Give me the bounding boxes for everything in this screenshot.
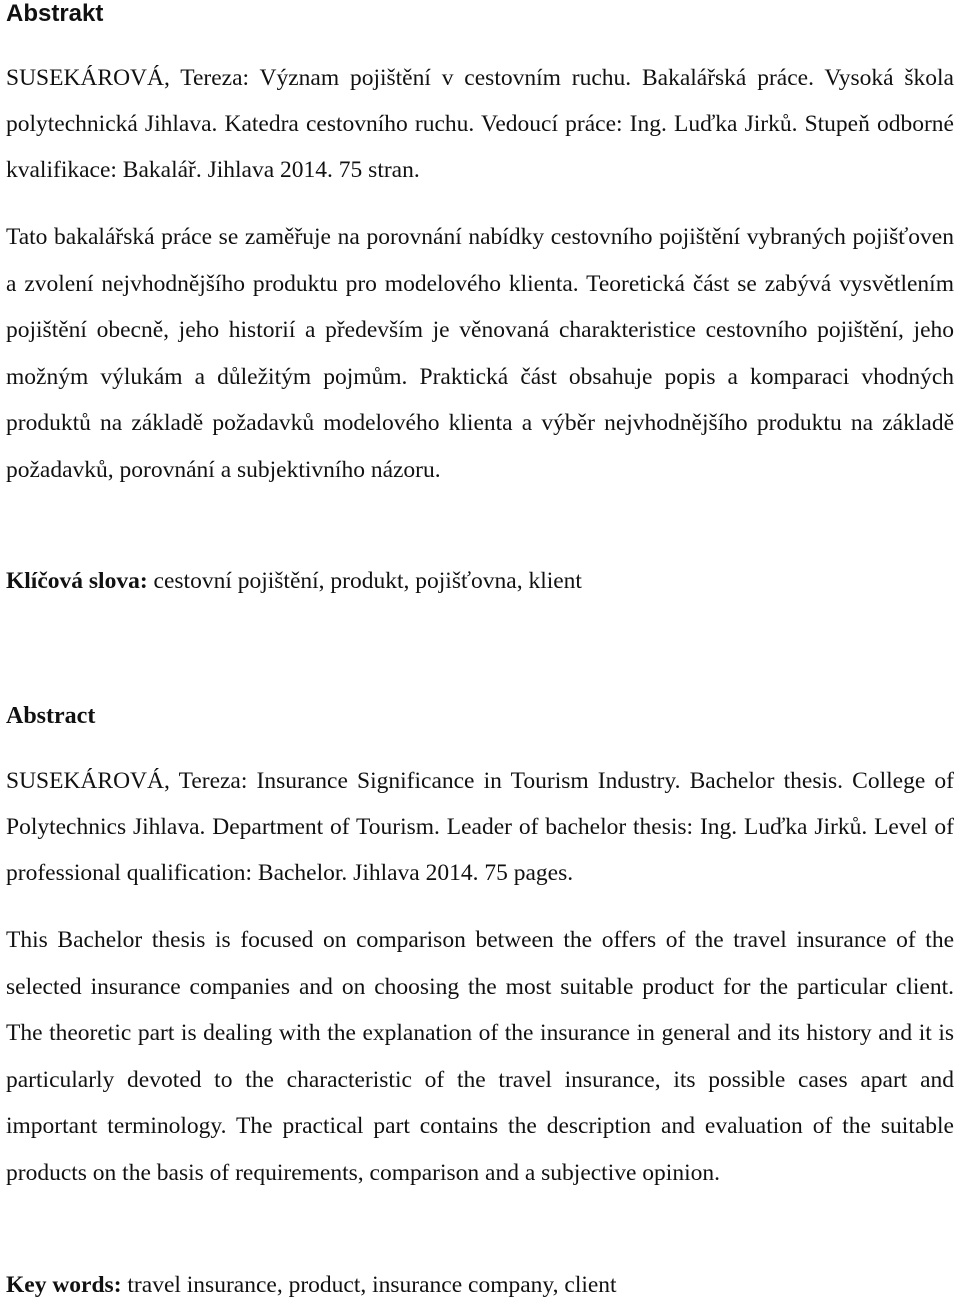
czech-bibliographic-info: SUSEKÁROVÁ, Tereza: Význam pojištění v cestovním ruchu. Bakalářská práce. Vysoká škola polytechnická Jihlava. Katedra cestovního ruchu. Vedoucí práce: Ing. Luďka Jirků. Stupeň odborné kvalifikace: Bakalář. Jihlava 2014. 75 stran.: [6, 65, 954, 183]
english-abstract-text: This Bachelor thesis is focused on comparison between the offers of the travel insurance of the selected insurance companies and on choosing the most suitable product for the particular client. The theoretic part is dealing with the explanation of the insurance in general and its history and it is particularly devoted to the characteristic of the travel insurance, its possible cases apart and important terminology. The practical part contains the description and evaluation of the suitable products on the basis of requirements, comparison and a subjective opinion.: [6, 927, 954, 1186]
english-keywords-label: Key words:: [6, 1272, 122, 1298]
czech-keywords-label: Klíčová slova:: [6, 568, 148, 594]
english-abstract-heading: Abstract: [6, 703, 96, 729]
czech-keywords-list: cestovní pojištění, produkt, pojišťovna, klient: [153, 568, 582, 594]
english-keywords-list: travel insurance, product, insurance company, client: [127, 1272, 617, 1298]
english-keywords: [6, 1270, 617, 1300]
czech-abstract-text: Tato bakalářská práce se zaměřuje na porovnání nabídky cestovního pojištění vybraných pojišťoven a zvolení nejvhodnějšího produktu pro modelového klienta. Teoretická část se zabývá vysvětlením pojištění obecně, jeho historií a především je věnovaná charakteristice cestovního pojištění, jeho možným výlukám a důležitým pojmům. Praktická část obsahuje popis a komparaci vhodných produktů na základě požadavků modelového klienta a výběr nejvhodnějšího produktu na základě požadavků, porovnání a subjektivního názoru.: [6, 224, 954, 483]
english-bibliographic-info: SUSEKÁROVÁ, Tereza: Insurance Significance in Tourism Industry. Bachelor thesis. College of Polytechnics Jihlava. Department of Tourism. Leader of bachelor thesis: Ing. Luďka Jirků. Level of professional qualification: Bachelor. Jihlava 2014. 75 pages.: [6, 768, 954, 886]
czech-abstract-heading: Abstrakt: [6, 0, 104, 27]
czech-keywords: [6, 566, 582, 596]
